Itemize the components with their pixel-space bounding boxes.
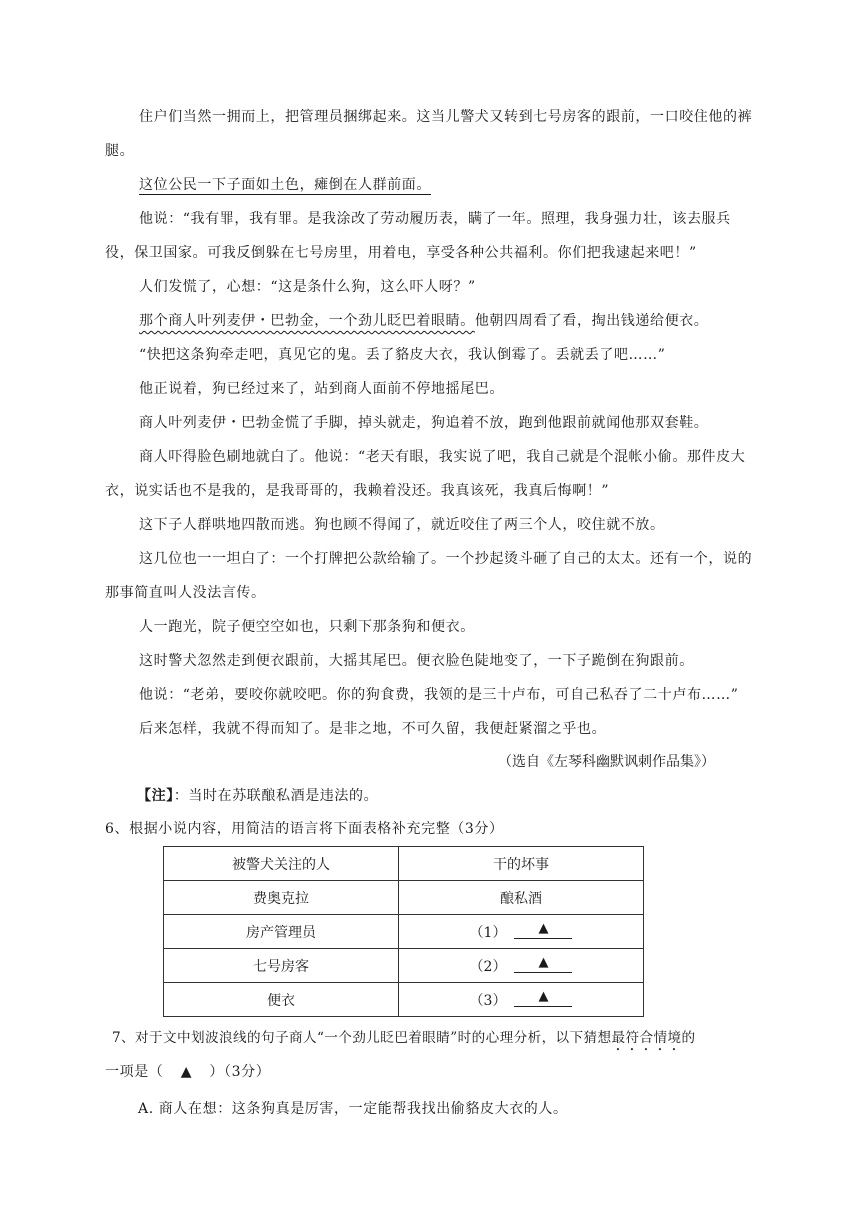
blank-number: （2） [469,958,507,975]
triangle-icon: ▲ [538,988,549,1004]
option-a[interactable]: A. 商人在想：这条狗真是厉害，一定能帮我找出偷貉皮大衣的人。 [138,1101,568,1117]
paragraph: 住户们当然一拥而上，把管理员捆绑起来。这当儿警犬又转到七号房客的跟前，一口咬住他的裤腿。 [105,109,753,159]
table-cell-deed [399,915,644,949]
table-cell-person: 便衣 [164,983,399,1017]
underlined-sentence: 这位公民一下子面如土色，瘫倒在人群前面。 [139,177,431,193]
table-header-row [164,847,644,881]
paragraph: 他正说着，狗已经过来了，站到商人面前不停地摇尾巴。 [139,381,504,397]
answer-blank[interactable] [514,920,572,939]
answer-blank[interactable] [514,954,572,973]
wavy-underlined-sentence: 那个商人叶列麦伊・巴勃金，一个劲儿眨巴着眼睛。 [139,313,475,329]
blank-number: （3） [469,992,507,1009]
note [105,779,755,813]
question-7-prefix: 一项是（ [105,1064,164,1080]
question-7 [112,1021,757,1055]
source-citation: （选自《左琴科幽默讽刺作品集》） [498,754,715,770]
table-header: 被警犬关注的人 [164,847,399,881]
paragraph: 后来怎样，我就不得而知了。是非之地，不可久留，我便赶紧溜之乎也。 [139,721,607,737]
paragraph: 人们发慌了，心想：“这是条什么狗，这么吓人呀？” [139,279,476,295]
question-7-text: 7、对于文中划波浪线的句子商人“一个劲儿眨巴着眼睛”时的心理分析，以下猜想 [112,1030,612,1046]
table-header: 干的坏事 [399,847,644,881]
answer-blank[interactable] [514,988,572,1007]
paragraph-rest: 他朝四周看了看，掏出钱递给便衣。 [474,313,709,329]
table-row [164,949,644,983]
blank-number: （1） [469,924,507,941]
table-row [164,881,644,915]
table-cell-person: 房产管理员 [164,915,399,949]
paragraph: 他说：“我有罪，我有罪。是我涂改了劳动履历表，瞒了一年。照理，我身强力壮，该去服兵役，保卫国家。可我反倒躲在七号房里，用着电，享受各种公共福利。你们把我逮起来吧！” [105,211,731,261]
answer-table [163,846,644,1017]
paragraph-underlined [105,168,755,202]
table-cell-person: 费奥克拉 [164,881,399,915]
paragraph: 人一跑光，院子便空空如也，只剩下那条狗和便衣。 [139,619,475,635]
emphasized-text: 最符合情境 [611,1030,682,1046]
table-cell-person: 七号房客 [164,949,399,983]
paragraph: “快把这条狗牵走吧，真见它的鬼。丢了貉皮大衣，我认倒霉了。丢就丢了吧……” [139,347,666,363]
triangle-icon: ▲ [538,954,549,970]
question-6: 6、根据小说内容，用简洁的语言将下面表格补充完整（3分） [105,821,504,837]
paragraph: 这时警犬忽然走到便衣跟前，大摇其尾巴。便衣脸色陡地变了，一下子跪倒在狗跟前。 [139,653,694,669]
table-row [164,915,644,949]
question-7-text-end: 的 [681,1030,696,1046]
question-7-points: ）（3分） [209,1064,271,1080]
triangle-icon: ▲ [538,920,549,936]
table-cell-deed [399,983,644,1017]
table-cell-deed: 酿私酒 [399,881,644,915]
note-label: 【注】 [137,788,174,804]
paragraph: 商人吓得脸色刷地就白了。他说：“老天有眼，我实说了吧，我自己就是个混帐小偷。那件皮大衣，说实话也不是我的，是我哥哥的，我赖着没还。我真该死，我真后悔啊！” [105,449,746,499]
paragraph: 这几位也一一坦白了：一个打牌把公款给输了。一个抄起烫斗砸了自己的太太。还有一个，说的那事简直叫人没法言传。 [105,551,753,601]
paragraph: 他说：“老弟，要咬你就咬吧。你的狗食费，我领的是三十卢布，可自己私吞了二十卢布……” [139,687,739,703]
note-text: ：当时在苏联酿私酒是违法的。 [173,788,379,804]
table-row [164,983,644,1017]
paragraph-wavy [105,304,755,338]
question-7-line2 [105,1055,755,1089]
triangle-icon: ▲ [180,1064,193,1080]
paragraph: 这下子人群哄地四散而逃。狗也顾不得闻了，就近咬住了两三个人，咬住就不放。 [139,517,665,533]
paragraph: 商人叶列麦伊・巴勃金慌了手脚，掉头就走，狗追着不放，跑到他跟前就闻他那双套鞋。 [139,415,709,431]
table-cell-deed [399,949,644,983]
